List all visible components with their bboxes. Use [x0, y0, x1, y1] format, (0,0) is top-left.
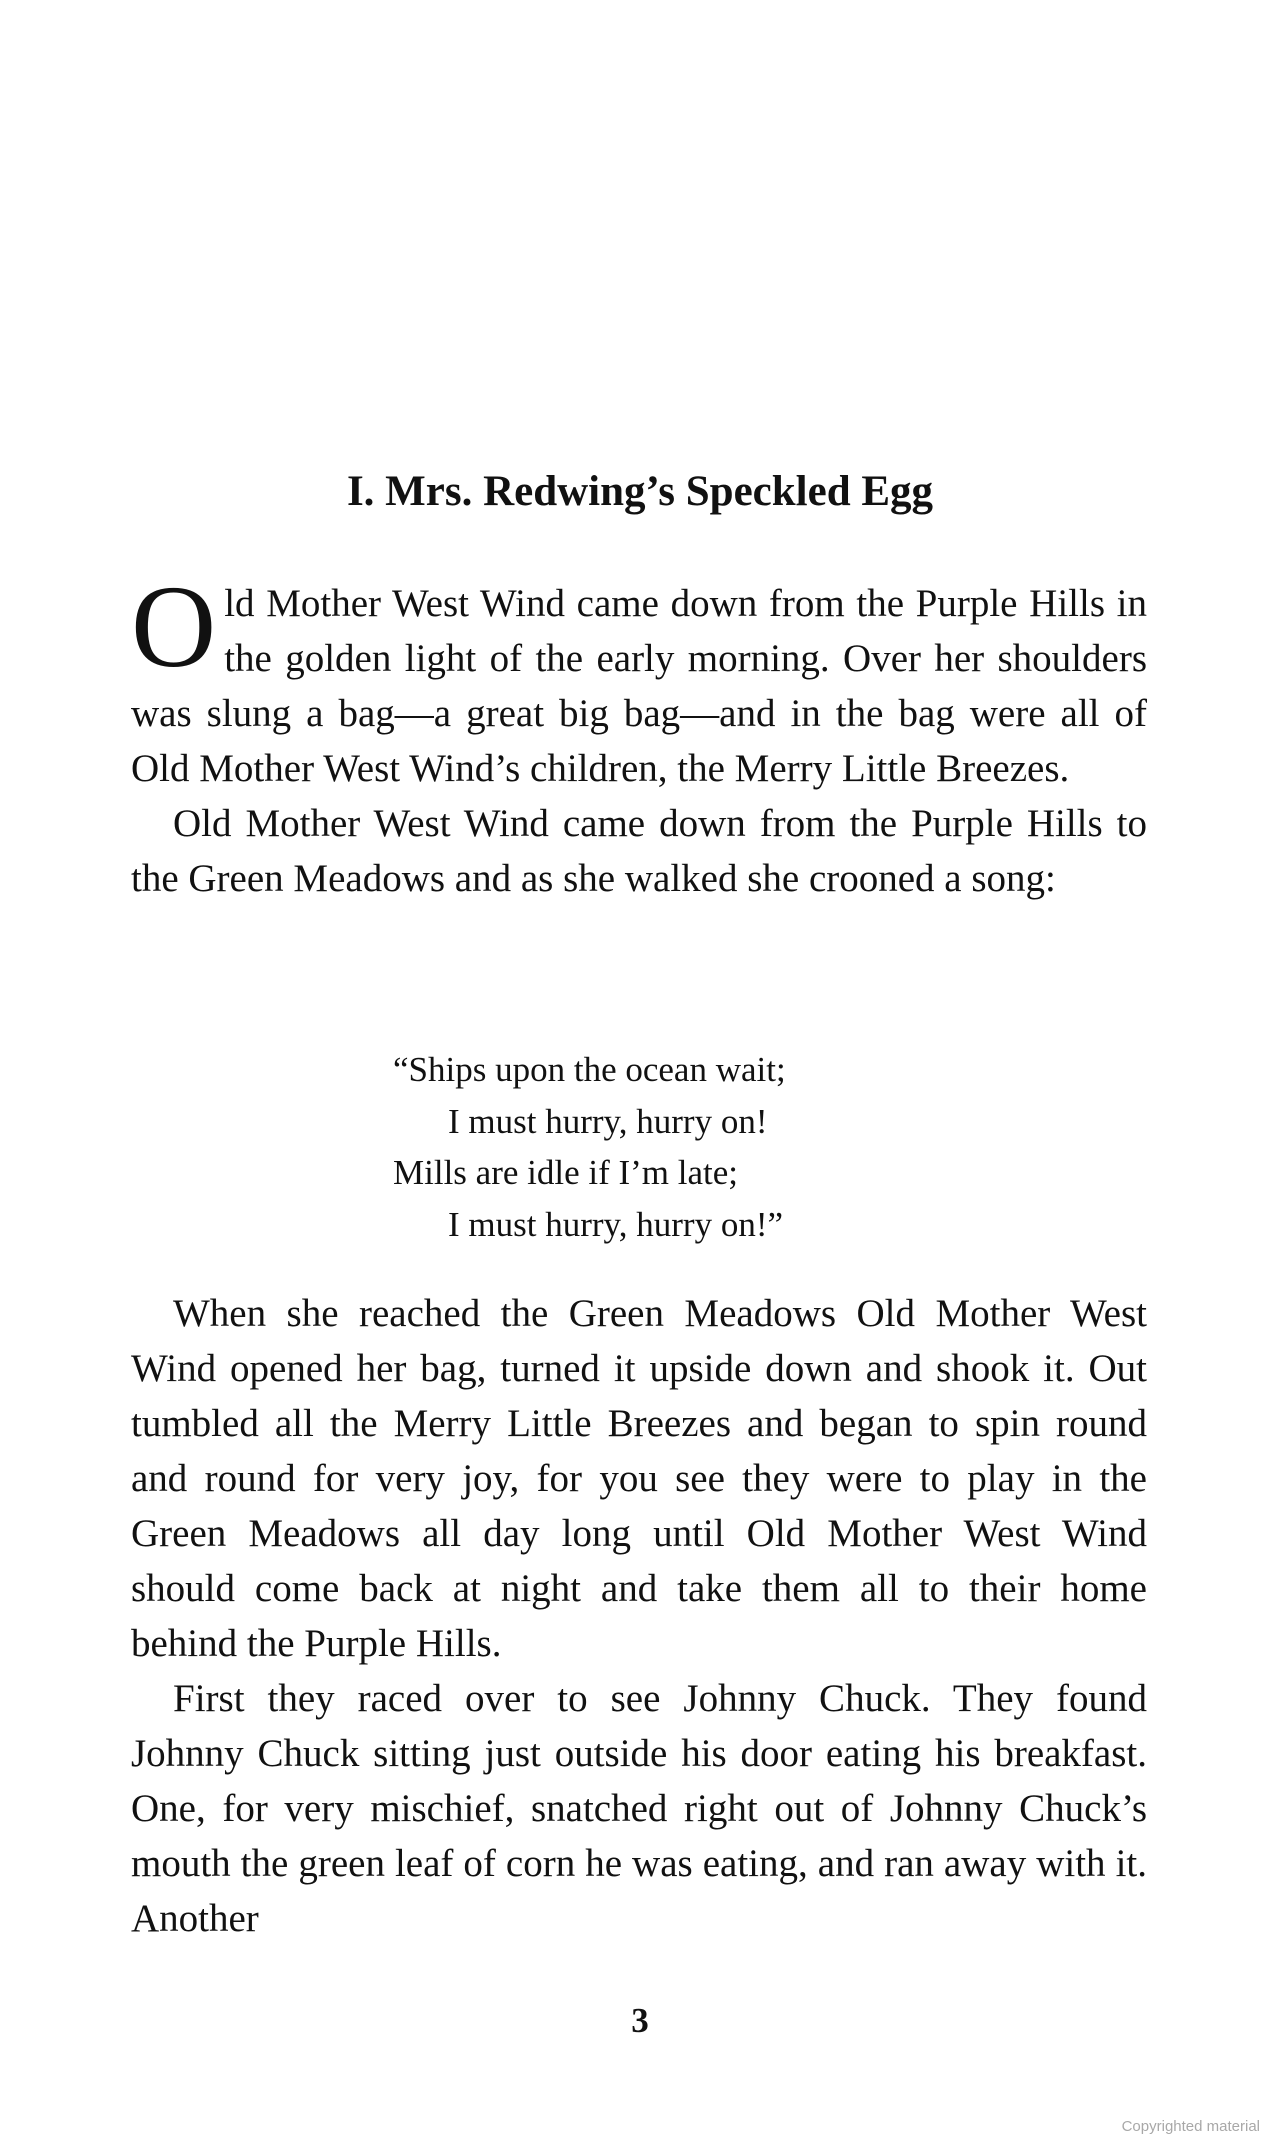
verse-line-2: I must hurry, hurry on!	[448, 1101, 768, 1141]
page-number: 3	[631, 2001, 649, 2040]
text-block-opening	[131, 561, 1147, 906]
verse-line-4: I must hurry, hurry on!”	[448, 1204, 784, 1244]
paragraph-4: First they raced over to see Johnny Chuck. They found Johnny Chuck sitting just outside his door eating his breakfast. One, for very mischief, snatched right out of Johnny Chuck’s mouth the green leaf of corn he was eating, and ran away with it. Another	[131, 1677, 1147, 1940]
chapter-title: I. Mrs. Redwing’s Speckled Egg	[346, 468, 934, 515]
song-verse	[393, 1044, 786, 1250]
text-block-continuation	[131, 1286, 1147, 1946]
verse-line-1: “Ships upon the ocean wait;	[393, 1050, 786, 1089]
copyright-watermark: Copyrighted material	[1121, 2118, 1260, 2135]
paragraph-1-text: ld Mother West Wind came down from the Purple Hills in the golden light of the early morning. Over her shoulders was slung a bag—a great big bag—and in the bag were all of Old Mother West Wind’s children, the Merry Little Breezes.	[131, 582, 1147, 790]
paragraph-2: Old Mother West Wind came down from the Purple Hills to the Green Meadows and as she walked she crooned a song:	[131, 802, 1147, 900]
verse-line-3: Mills are idle if I’m late;	[393, 1153, 739, 1192]
paragraph-3: When she reached the Green Meadows Old Mother West Wind opened her bag, turned it upside down and shook it. Out tumbled all the Merry Little Breezes and began to spin round and round for very joy, for you see they were to play in the Green Meadows all day long until Old Mother West Wind should come back at night and take them all to their home behind the Purple Hills.	[131, 1292, 1147, 1665]
drop-cap: O	[131, 561, 217, 692]
paragraph-1	[131, 561, 1147, 796]
